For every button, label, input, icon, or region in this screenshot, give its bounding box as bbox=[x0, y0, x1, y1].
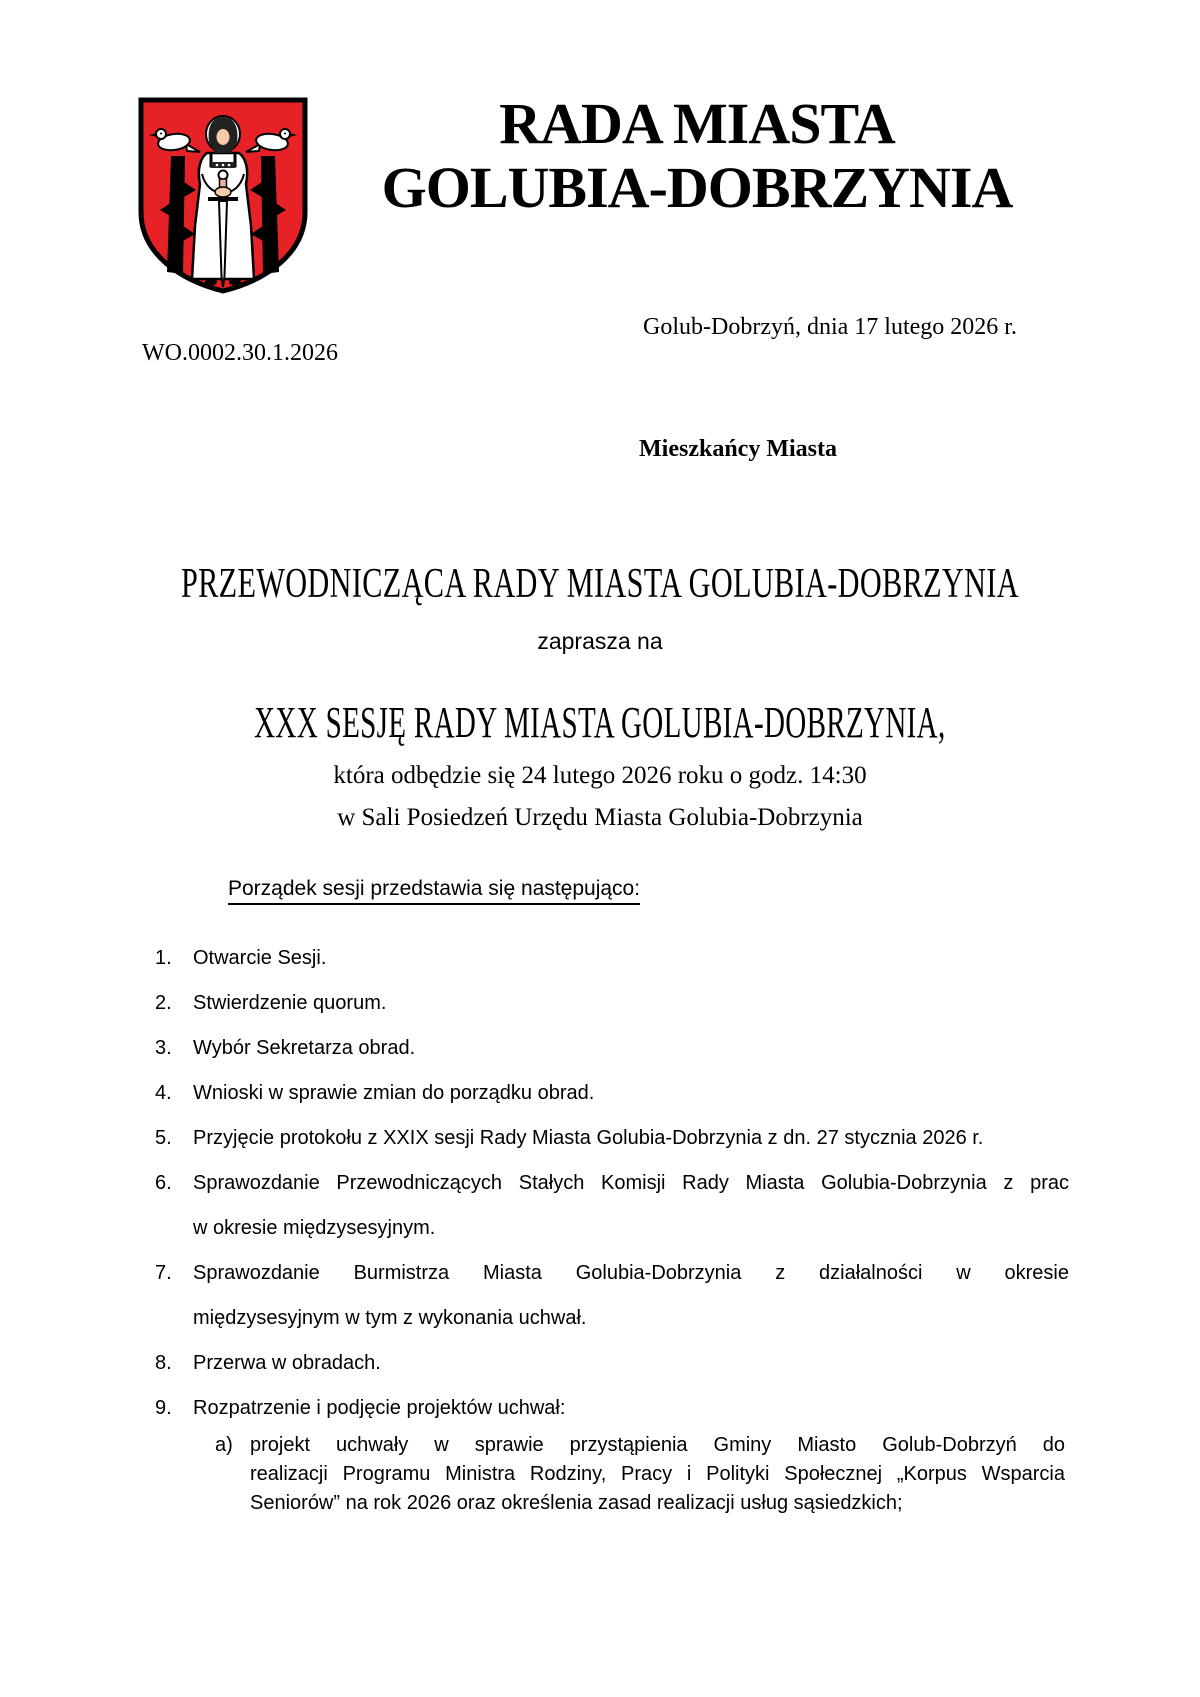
agenda-item-line: Przerwa w obradach. bbox=[193, 1352, 381, 1374]
org-title-line2: GOLUBIA-DOBRZYNIA bbox=[381, 155, 1013, 220]
agenda-list bbox=[155, 936, 1069, 1518]
agenda-item-line: Wnioski w sprawie zmian do porządku obrad. bbox=[193, 1082, 595, 1104]
agenda-item-line: Sprawozdanie Burmistrza Miasta Golubia-Dobrzynia z działalności w okresie bbox=[193, 1262, 1069, 1284]
addressee: Mieszkańcy Miasta bbox=[639, 436, 837, 462]
chairwoman-heading bbox=[0, 560, 1200, 608]
invites-line: zaprasza na bbox=[537, 628, 663, 654]
agenda-heading-text: Porządek sesji przedstawia się następująco: bbox=[228, 877, 640, 905]
agenda-item-line: Rozpatrzenie i podjęcie projektów uchwał: bbox=[193, 1397, 566, 1419]
org-title bbox=[295, 92, 1099, 220]
agenda-subitem-line: projekt uchwały w sprawie przystąpienia Gminy Miasto Golub-Dobrzyń do bbox=[250, 1434, 1065, 1456]
agenda-item bbox=[155, 1026, 1069, 1071]
agenda-item-marker: 1. bbox=[155, 947, 172, 969]
agenda-item bbox=[155, 1251, 1069, 1341]
reference-number: WO.0002.30.1.2026 bbox=[142, 340, 338, 366]
agenda-item-line: Przyjęcie protokołu z XXIX sesji Rady Miasta Golubia-Dobrzynia z dn. 27 stycznia 2026 r. bbox=[193, 1127, 984, 1149]
agenda-subitem-marker: a) bbox=[215, 1434, 233, 1456]
chairwoman-heading-text: PRZEWODNICZĄCA RADY MIASTA GOLUBIA-DOBRZYNIA bbox=[180, 561, 1020, 607]
agenda-item bbox=[155, 936, 1069, 981]
session-heading bbox=[0, 697, 1200, 748]
agenda-item-marker: 5. bbox=[155, 1127, 172, 1149]
agenda-item-marker: 4. bbox=[155, 1082, 172, 1104]
agenda-subitem bbox=[215, 1431, 1069, 1518]
agenda-item-marker: 8. bbox=[155, 1352, 172, 1374]
agenda-item-marker: 2. bbox=[155, 992, 172, 1014]
agenda-item-marker: 6. bbox=[155, 1172, 172, 1194]
agenda-item bbox=[155, 1116, 1069, 1161]
session-datetime: która odbędzie się 24 lutego 2026 roku o godz. 14:30 bbox=[333, 762, 867, 789]
agenda-item-line: Stwierdzenie quorum. bbox=[193, 992, 387, 1014]
agenda-item-line: Sprawozdanie Przewodniczących Stałych Komisji Rady Miasta Golubia-Dobrzynia z prac bbox=[193, 1172, 1069, 1194]
agenda-item bbox=[155, 1386, 1069, 1518]
agenda-item-line: w okresie międzysesyjnym. bbox=[193, 1217, 436, 1239]
coat-of-arms-icon bbox=[136, 96, 310, 296]
session-venue: w Sali Posiedzeń Urzędu Miasta Golubia-Dobrzynia bbox=[337, 804, 863, 831]
agenda-item bbox=[155, 1161, 1069, 1251]
agenda-item-marker: 3. bbox=[155, 1037, 172, 1059]
agenda-item-line: międzysesyjnym w tym z wykonania uchwał. bbox=[193, 1307, 587, 1329]
agenda-item-line: Otwarcie Sesji. bbox=[193, 947, 327, 969]
agenda-heading bbox=[228, 877, 640, 901]
agenda-subitem-line: Seniorów” na rok 2026 oraz określenia zasad realizacji usług sąsiedzkich; bbox=[250, 1492, 903, 1514]
agenda-item bbox=[155, 1341, 1069, 1386]
agenda-item-line: Wybór Sekretarza obrad. bbox=[193, 1037, 416, 1059]
agenda-subitem-line: realizacji Programu Ministra Rodziny, Pracy i Polityki Społecznej „Korpus Wsparcia bbox=[250, 1463, 1065, 1485]
agenda-item bbox=[155, 1071, 1069, 1116]
org-title-line1: RADA MIASTA bbox=[499, 91, 895, 156]
session-heading-text: XXX SESJĘ RADY MIASTA GOLUBIA-DOBRZYNIA, bbox=[254, 698, 946, 747]
agenda-item-marker: 7. bbox=[155, 1262, 172, 1284]
place-and-date: Golub-Dobrzyń, dnia 17 lutego 2026 r. bbox=[643, 314, 1017, 340]
agenda-item bbox=[155, 981, 1069, 1026]
agenda-item-marker: 9. bbox=[155, 1397, 172, 1419]
